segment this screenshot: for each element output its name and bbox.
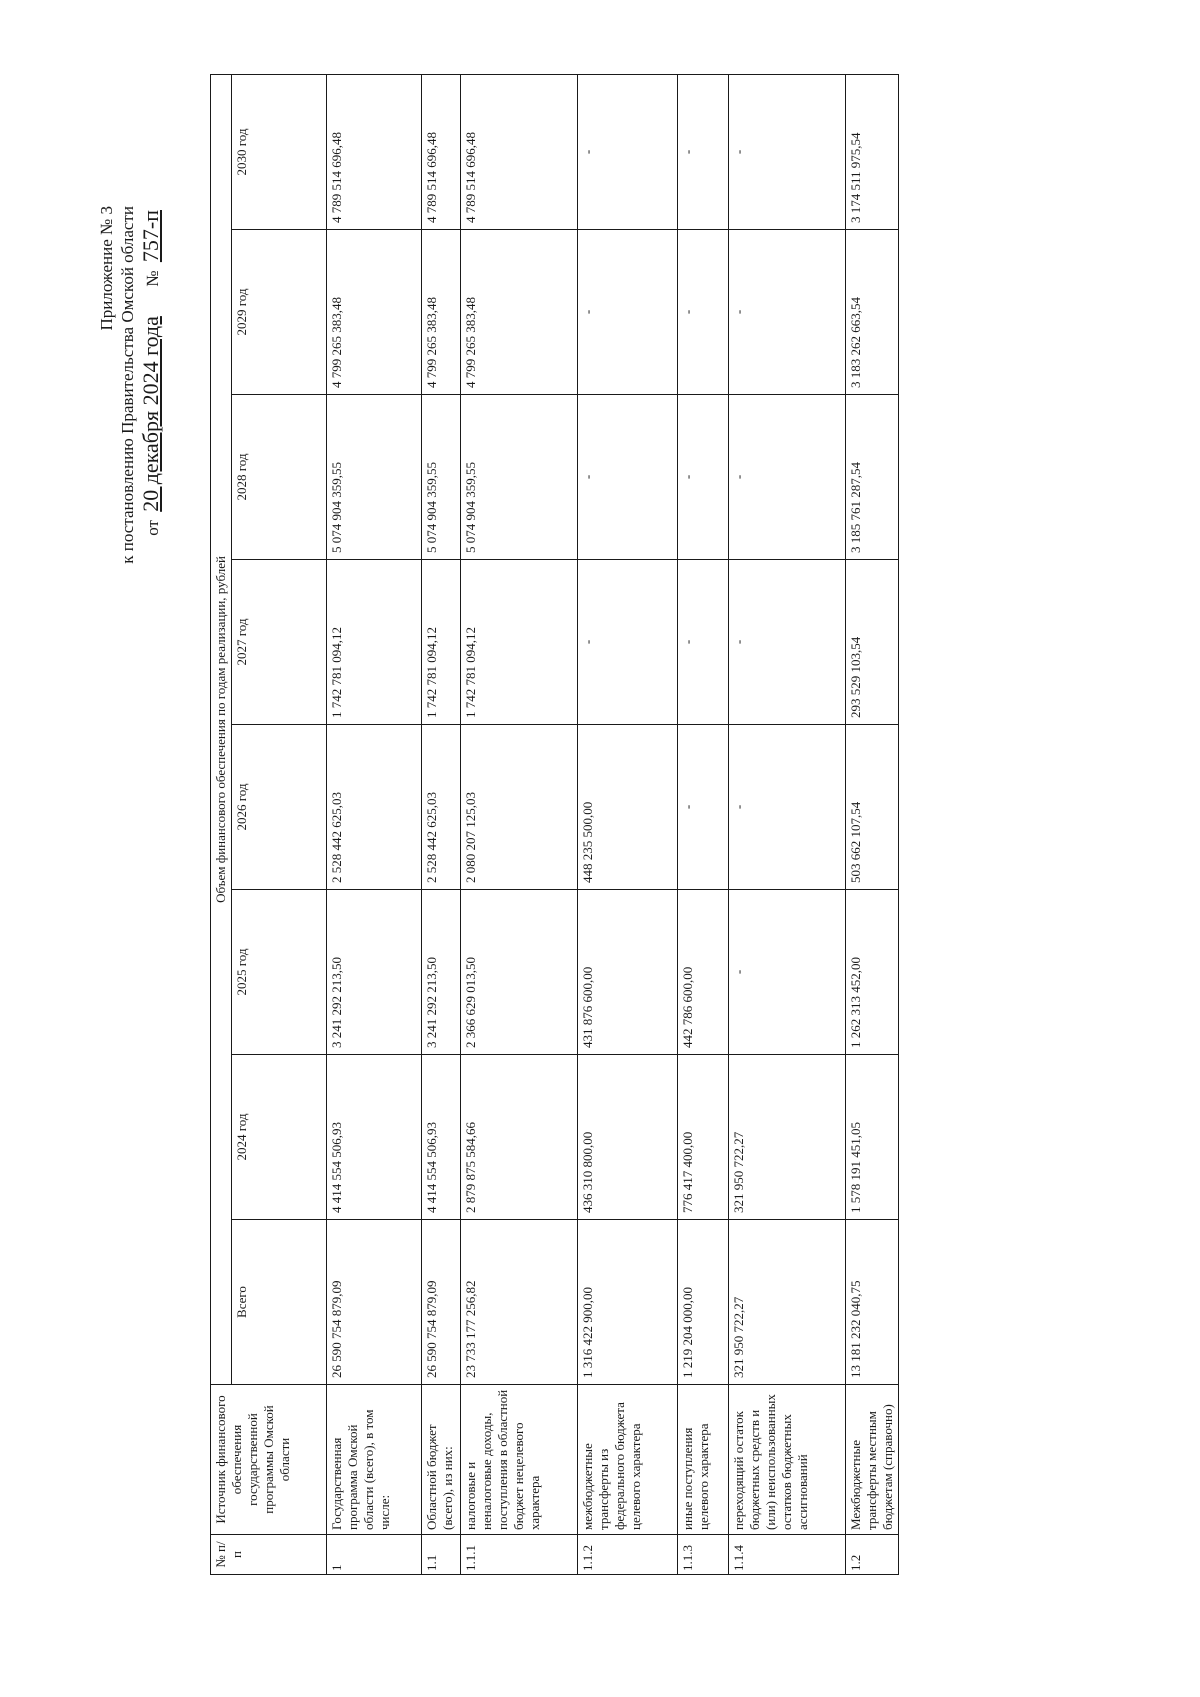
row-source: налоговые и неналоговые доходы, поступления в областной бюджет нецелевого характера [461, 1385, 578, 1535]
value-2027: - [578, 560, 678, 725]
value-2025: 3 241 292 213,50 [327, 890, 422, 1055]
value-total: 13 181 232 040,75 [846, 1220, 899, 1385]
value-2028: - [678, 395, 729, 560]
value-2030: - [729, 74, 846, 229]
value-2025: 2 366 629 013,50 [461, 890, 578, 1055]
value-2026: 448 235 500,00 [578, 725, 678, 890]
value-2028: - [578, 395, 678, 560]
number-prefix: № [143, 270, 162, 287]
row-number: 1.1.3 [678, 1535, 729, 1575]
col-num-header: № п/п [211, 1535, 327, 1575]
value-2027: 1 742 781 094,12 [327, 560, 422, 725]
value-2024: 4 414 554 506,93 [422, 1055, 461, 1220]
value-2024: 4 414 554 506,93 [327, 1055, 422, 1220]
value-2027: - [729, 560, 846, 725]
value-2029: 4 799 265 383,48 [327, 230, 422, 395]
value-2027: 293 529 103,54 [846, 560, 899, 725]
value-2025: 442 786 600,00 [678, 890, 729, 1055]
value-2030: 4 789 514 696,48 [461, 74, 578, 229]
value-2024: 2 879 875 584,66 [461, 1055, 578, 1220]
col-2024-header: 2024 год [232, 1055, 327, 1220]
value-2029: - [578, 230, 678, 395]
from-prefix: от [143, 520, 162, 536]
value-total: 26 590 754 879,09 [327, 1220, 422, 1385]
decree-date: 20 декабря 2024 года [138, 316, 163, 512]
value-2026: - [678, 725, 729, 890]
col-2026-header: 2026 год [232, 725, 327, 890]
row-number: 1.1 [422, 1535, 461, 1575]
table-row [327, 74, 422, 1574]
value-total: 1 219 204 000,00 [678, 1220, 729, 1385]
value-2026: 2 528 442 625,03 [422, 725, 461, 890]
col-2025-header: 2025 год [232, 890, 327, 1055]
value-2030: - [678, 74, 729, 229]
value-2029: - [729, 230, 846, 395]
value-total: 321 950 722,27 [729, 1220, 846, 1385]
financing-table [210, 74, 899, 1575]
volume-group-header: Объем финансового обеспечения по годам реализации, рублей [211, 74, 232, 1384]
col-2030-header: 2030 год [232, 74, 327, 229]
row-number: 1.2 [846, 1535, 899, 1575]
value-2029: 3 183 262 663,54 [846, 230, 899, 395]
value-total: 23 733 177 256,82 [461, 1220, 578, 1385]
value-2030: - [578, 74, 678, 229]
value-2025: 431 876 600,00 [578, 890, 678, 1055]
col-2027-header: 2027 год [232, 560, 327, 725]
value-2025: - [729, 890, 846, 1055]
value-2028: 5 074 904 359,55 [461, 395, 578, 560]
value-2024: 436 310 800,00 [578, 1055, 678, 1220]
row-number: 1.1.2 [578, 1535, 678, 1575]
table-row [578, 74, 678, 1574]
col-2029-header: 2029 год [232, 230, 327, 395]
row-source: Государственная программа Омской области (всего), в том числе: [327, 1385, 422, 1535]
document-header [96, 206, 163, 766]
value-2027: - [678, 560, 729, 725]
row-number: 1.1.1 [461, 1535, 578, 1575]
value-2025: 3 241 292 213,50 [422, 890, 461, 1055]
value-2028: 5 074 904 359,55 [422, 395, 461, 560]
value-2024: 321 950 722,27 [729, 1055, 846, 1220]
value-2026: - [729, 725, 846, 890]
table-row [846, 74, 899, 1574]
decree-label: к постановлению Правительства Омской области [118, 206, 137, 564]
row-source: иные поступления целевого характера [678, 1385, 729, 1535]
value-2028: 5 074 904 359,55 [327, 395, 422, 560]
col-source-header: Источник финансового обеспечения государственной программы Омской области [211, 1385, 327, 1535]
appendix-label: Приложение № 3 [97, 206, 116, 331]
row-number: 1 [327, 1535, 422, 1575]
value-2027: 1 742 781 094,12 [422, 560, 461, 725]
value-total: 1 316 422 900,00 [578, 1220, 678, 1385]
row-source: межбюджетные трансферты из федерального бюджета целевого характера [578, 1385, 678, 1535]
row-source: Межбюджетные трансферты местным бюджетам (справочно) [846, 1385, 899, 1535]
value-2030: 4 789 514 696,48 [327, 74, 422, 229]
table-row [678, 74, 729, 1574]
value-2026: 2 528 442 625,03 [327, 725, 422, 890]
table-row [461, 74, 578, 1574]
value-2024: 1 578 191 451,05 [846, 1055, 899, 1220]
value-2026: 503 662 107,54 [846, 725, 899, 890]
financing-table-wrap [210, 75, 899, 1575]
value-2030: 3 174 511 975,54 [846, 74, 899, 229]
decree-number: 757-п [138, 210, 163, 263]
value-2028: 3 185 761 287,54 [846, 395, 899, 560]
decree-date-line [140, 206, 163, 766]
row-number: 1.1.4 [729, 1535, 846, 1575]
value-2027: 1 742 781 094,12 [461, 560, 578, 725]
value-2026: 2 080 207 125,03 [461, 725, 578, 890]
table-row [422, 74, 461, 1574]
value-2028: - [729, 395, 846, 560]
value-total: 26 590 754 879,09 [422, 1220, 461, 1385]
value-2029: 4 799 265 383,48 [461, 230, 578, 395]
value-2024: 776 417 400,00 [678, 1055, 729, 1220]
value-2029: 4 799 265 383,48 [422, 230, 461, 395]
value-2029: - [678, 230, 729, 395]
row-source: переходящий остаток бюджетных средств и (или) неиспользованных остатков бюджетных ассигнований [729, 1385, 846, 1535]
col-total-header: Всего [232, 1220, 327, 1385]
value-2030: 4 789 514 696,48 [422, 74, 461, 229]
col-2028-header: 2028 год [232, 395, 327, 560]
table-row [729, 74, 846, 1574]
row-source: Областной бюджет (всего), из них: [422, 1385, 461, 1535]
value-2025: 1 262 313 452,00 [846, 890, 899, 1055]
